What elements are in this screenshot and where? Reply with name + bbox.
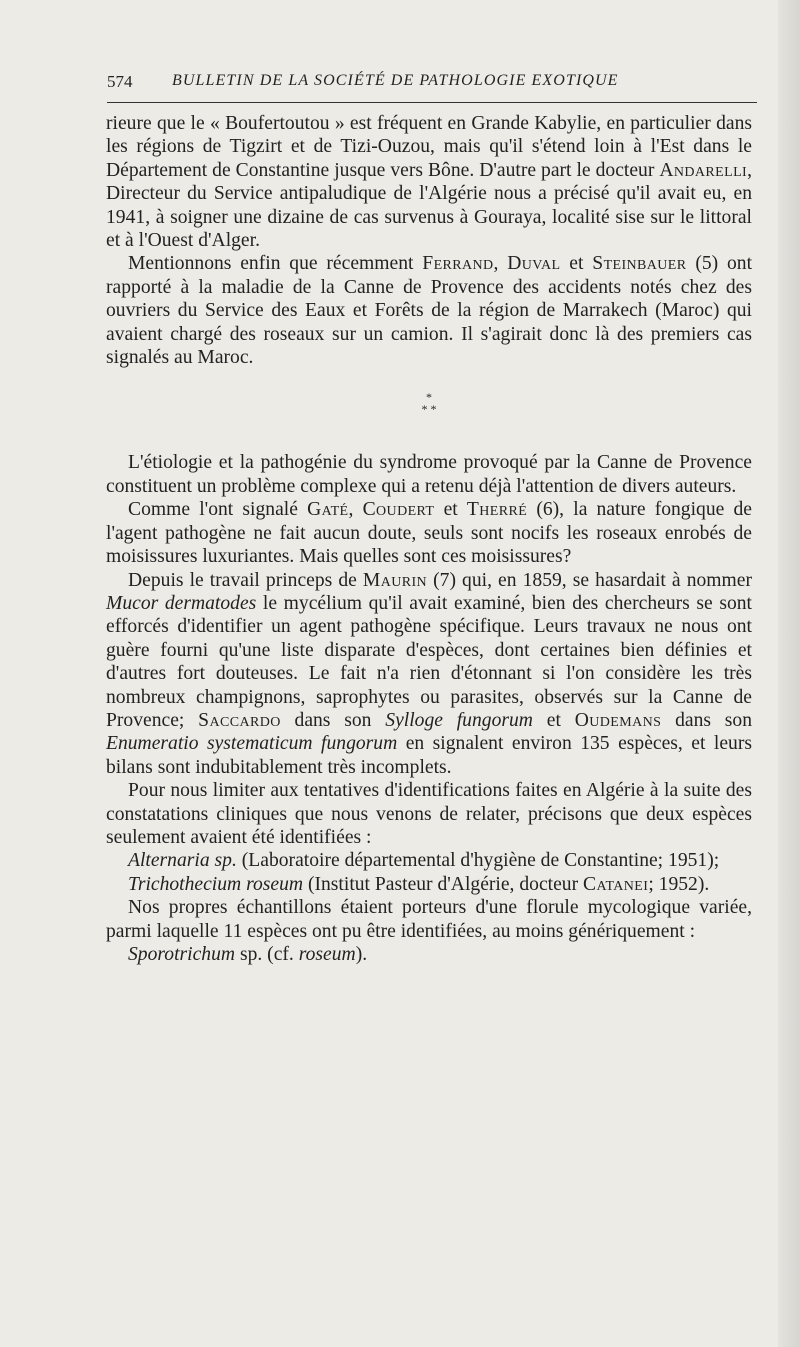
text-run: (6), la nature fongique de l'agent pathogène ne fait aucun doute, seuls sont nocifs les roseaux enrobés de moisissures luxuriantes. Mais quelles sont ces moisissures?	[106, 499, 753, 568]
text-run: Mentionnons enfin que récemment	[128, 253, 423, 275]
asterisk-bottom: * *	[421, 402, 437, 417]
running-title: BULLETIN DE LA SOCIÉTÉ DE PATHOLOGIE EXOTIQUE	[172, 72, 619, 89]
text-run: (5) ont rapporté à la maladie de la Canne de Provence des accidents notés chez des ouvriers du Service des Eaux et Forêts de la région de Marrakech (Maroc) qui avaient chargé des roseaux sur un camion. Il s'agirait donc là des premiers cas signalés au Maroc.	[106, 253, 753, 369]
author-name: Catanei	[583, 873, 649, 895]
author-name: Gaté	[307, 499, 349, 521]
author-name: Steinbauer	[592, 253, 687, 275]
species-name: Sporotrichum	[128, 944, 236, 965]
book-title: Sylloge fungorum	[385, 709, 533, 731]
text-run: sp. (cf.	[235, 944, 299, 965]
text-run: en signalent environ 135 espèces, et leurs bilans sont indubitablement très incomplets.	[106, 733, 752, 778]
text-run: et	[434, 499, 467, 521]
author-name: Saccardo	[198, 709, 281, 731]
text-run: (Laboratoire départemental d'hygiène de Constantine; 1951);	[236, 850, 720, 872]
author-name: Oudemans	[574, 709, 662, 731]
text-run: Comme l'ont signalé	[128, 499, 308, 521]
species-entry-trichothecium	[106, 873, 752, 896]
book-title: Enumeratio systematicum fungorum	[106, 733, 398, 755]
species-name: Alternaria sp.	[128, 850, 237, 872]
text-run: ).	[355, 944, 368, 965]
species-name: Trichothecium roseum	[128, 873, 304, 895]
paragraph-9: Nos propres échantillons étaient porteurs d'une florule mycologique variée, parmi laquelle 11 espèces ont pu être identifiées, au moins génériquement :	[106, 897, 752, 942]
paragraph-1	[106, 112, 752, 252]
text-run: ,	[493, 253, 508, 275]
page-edge-shadow	[778, 0, 800, 1347]
body-text	[106, 112, 752, 966]
author-name: Duval	[507, 253, 561, 275]
author-name: Maurin	[362, 569, 428, 591]
species-name: Mucor dermatodes	[106, 592, 257, 614]
text-run: (7) qui, en 1859, se hasardait à nommer	[427, 569, 752, 591]
paragraph-6: Pour nous limiter aux tentatives d'identifications faites en Algérie à la suite des constatations cliniques que nous venons de relater, précisons que deux espèces seulement avaient été identifiées :	[106, 780, 752, 848]
author-name: Ferrand	[422, 253, 494, 275]
species-name: roseum	[298, 944, 356, 965]
running-header	[107, 72, 757, 94]
text-run: le mycélium qu'il avait examiné, bien des chercheurs se sont efforcés d'identifier un agent pathogène spécifique. Leurs travaux ne nous ont guère fourni qu'une liste disparate d'espèces, dont certaines bien définies et d'autres fort douteuses. Le fait n'a rien d'étonnant si l'on considère les très nombreux champignons, saprophytes ou parasites, observés sur la Canne de Provence;	[106, 592, 752, 731]
text-run: (Institut Pasteur d'Algérie, docteur	[303, 873, 584, 895]
paragraph-4	[106, 498, 752, 568]
text-run: rieure que le « Boufertoutou » est fréquent en Grande Kabylie, en particulier dans les régions de Tigzirt et de Tizi-Ouzou, mais qu'il s'étend loin à l'Est dans le Département de Constantine jusque vers Bône. D'autre part le docteur	[106, 113, 752, 181]
paragraph-2	[106, 252, 752, 369]
paragraph-5	[106, 569, 752, 780]
text-run: ; 1952).	[648, 873, 710, 895]
header-rule	[107, 102, 757, 103]
asterisk-top: *	[426, 390, 432, 405]
text-run: et	[560, 253, 593, 275]
species-entry-sporotrichum	[106, 943, 752, 966]
text-run: dans son	[280, 709, 386, 731]
paragraph-3: L'étiologie et la pathogénie du syndrome provoqué par la Canne de Provence constituent un problème complexe qui a retenu déjà l'attention de divers auteurs.	[106, 452, 752, 497]
text-run: dans son	[661, 709, 753, 731]
text-run: , Directeur du Service antipaludique de l'Algérie nous a précisé qu'il avait eu, en 1941, à soigner une dizaine de cas survenus à Gouraya, localité sise sur le littoral et à l'Ouest d'Alger.	[106, 159, 752, 252]
page-number: 574	[107, 72, 133, 91]
text-run: ,	[348, 499, 363, 521]
section-separator	[106, 391, 752, 415]
author-name: Therré	[466, 499, 528, 521]
species-entry-alternaria	[106, 849, 752, 872]
text-run: Depuis le travail princeps de	[128, 569, 363, 591]
author-name: Coudert	[362, 499, 435, 521]
text-run: et	[532, 709, 575, 731]
author-name: Andarelli	[659, 159, 748, 181]
